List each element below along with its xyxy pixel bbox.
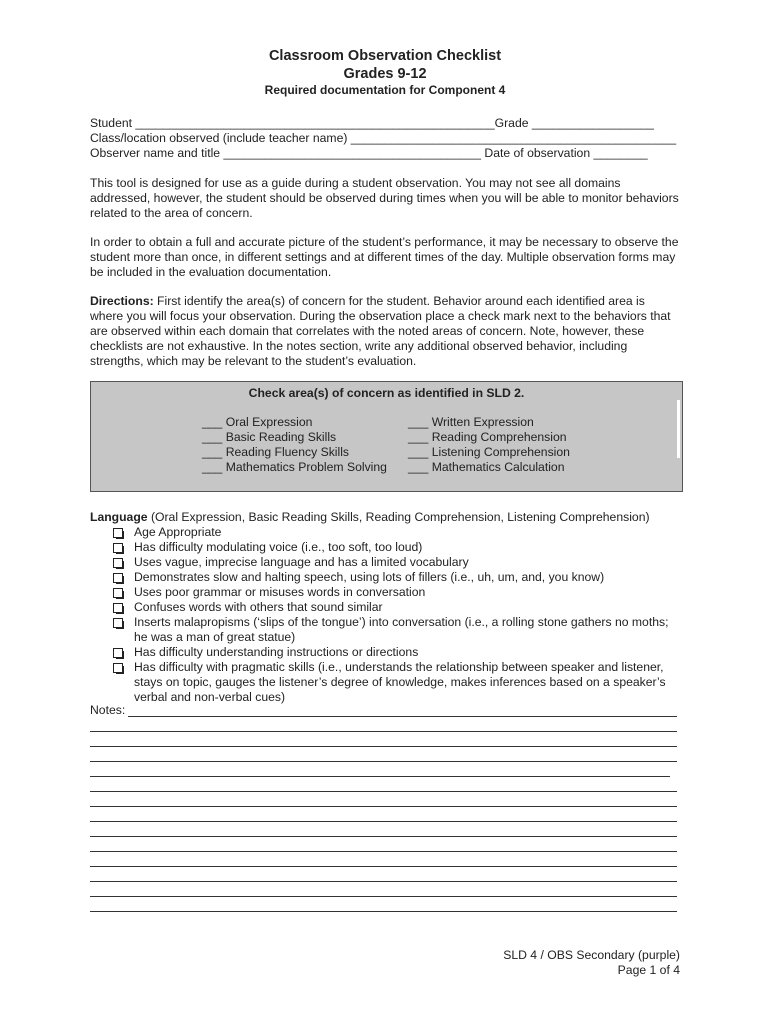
directions-label: Directions: <box>90 294 154 308</box>
grades-heading: Grades 9-12 <box>343 66 427 82</box>
notes-line[interactable] <box>90 836 677 837</box>
checklist-item[interactable]: Has difficulty with pragmatic skills (i.e., understands the relationship between speaker and listener, stays on topic, gauges the listener’s degree of knowledge, makes inferences based on a speaker’s verbal and non-verbal cues) <box>110 660 680 705</box>
checklist-item[interactable]: Uses vague, imprecise language and has a limited vocabulary <box>110 555 680 570</box>
class-location-field[interactable]: Class/location observed (include teacher name) ________________________________________________ <box>90 131 677 145</box>
notes-line[interactable] <box>90 806 677 807</box>
concern-right-column <box>408 415 570 475</box>
concern-left-column <box>202 415 387 475</box>
concern-written-expression[interactable]: ___ Written Expression <box>408 415 534 429</box>
checklist-item[interactable]: Uses poor grammar or misuses words in conversation <box>110 585 680 600</box>
concern-oral-expression[interactable]: ___ Oral Expression <box>202 415 313 429</box>
checklist-item[interactable]: Inserts malapropisms (‘slips of the tongue’) into conversation (i.e., a rolling stone gathers no moths; he was a man of great statue) <box>110 615 680 645</box>
checkbox-icon[interactable] <box>113 648 123 658</box>
language-checklist <box>110 525 680 705</box>
areas-of-concern-box <box>90 381 683 492</box>
student-grade-field[interactable]: Student _____________________________________________________Grade __________________ <box>90 116 654 130</box>
checklist-item[interactable]: Demonstrates slow and halting speech, using lots of fillers (i.e., uh, um, and, you know) <box>110 570 680 585</box>
concern-reading-fluency[interactable]: ___ Reading Fluency Skills <box>202 445 350 459</box>
notes-line[interactable] <box>90 791 677 792</box>
checklist-item[interactable]: Age Appropriate <box>110 525 680 540</box>
document-subtitle: Required documentation for Component 4 <box>264 83 506 97</box>
intro-paragraph-2: In order to obtain a full and accurate picture of the student’s performance, it may be necessary to observe the student more than once, in different settings and at different times of the day. Multiple observation forms may be included in the evaluation documentation. <box>90 235 679 279</box>
concern-reading-comprehension[interactable]: ___ Reading Comprehension <box>408 430 567 444</box>
footer-form-id: SLD 4 / OBS Secondary (purple) <box>503 948 680 962</box>
checkbox-icon[interactable] <box>113 588 123 598</box>
checklist-item[interactable]: Confuses words with others that sound similar <box>110 600 680 615</box>
checkbox-icon[interactable] <box>113 573 123 583</box>
notes-line[interactable] <box>90 761 677 762</box>
notes-line[interactable] <box>90 911 677 912</box>
notes-line[interactable] <box>90 866 677 867</box>
checkbox-icon[interactable] <box>113 558 123 568</box>
notes-line[interactable] <box>90 896 677 897</box>
notes-line[interactable] <box>90 881 677 882</box>
concern-math-calculation[interactable]: ___ Mathematics Calculation <box>408 460 565 474</box>
notes-line[interactable] <box>90 776 670 777</box>
footer-page-number: Page 1 of 4 <box>617 963 680 977</box>
checklist-item[interactable]: Has difficulty modulating voice (i.e., too soft, too loud) <box>110 540 680 555</box>
notes-line[interactable] <box>90 746 677 747</box>
concern-box-title: Check area(s) of concern as identified in SLD 2. <box>248 386 525 400</box>
checkbox-icon[interactable] <box>113 543 123 553</box>
intro-paragraph-1: This tool is designed for use as a guide during a student observation. You may not see all domains addressed, however, the student should be observed during times when you will be able to monitor behaviors related to the area of concern. <box>90 176 679 220</box>
notes-label: Notes: <box>90 703 126 717</box>
checklist-item[interactable]: Has difficulty understanding instructions or directions <box>110 645 680 660</box>
directions-paragraph <box>90 294 680 369</box>
concern-basic-reading[interactable]: ___ Basic Reading Skills <box>202 430 337 444</box>
observer-date-field[interactable]: Observer name and title ______________________________________ Date of observation ________ <box>90 146 648 160</box>
language-subtitle: (Oral Expression, Basic Reading Skills, Reading Comprehension, Listening Comprehension) <box>147 510 650 524</box>
notes-line[interactable] <box>128 716 677 717</box>
notes-line[interactable] <box>90 821 677 822</box>
notes-line[interactable] <box>90 731 677 732</box>
checkbox-icon[interactable] <box>113 663 123 673</box>
document-title: Classroom Observation Checklist <box>268 48 502 64</box>
box-edge-marker <box>677 400 680 458</box>
checkbox-icon[interactable] <box>113 618 123 628</box>
concern-math-problem-solving[interactable]: ___ Mathematics Problem Solving <box>202 460 387 474</box>
directions-text: First identify the area(s) of concern for the student. Behavior around each identified area is where you will focus your observation. During the observation place a check mark next to the behaviors that are observed within each domain that correlates with the noted areas of concern. Note, however, these checklists are not exhaustive. In the notes section, write any additional observed behavior, including strengths, which may be relevant to the student’s evaluation. <box>90 294 671 368</box>
notes-line[interactable] <box>90 851 677 852</box>
language-label: Language <box>90 510 148 524</box>
checkbox-icon[interactable] <box>113 603 123 613</box>
checkbox-icon[interactable] <box>113 528 123 538</box>
language-heading <box>90 510 650 525</box>
concern-listening-comprehension[interactable]: ___ Listening Comprehension <box>408 445 570 459</box>
